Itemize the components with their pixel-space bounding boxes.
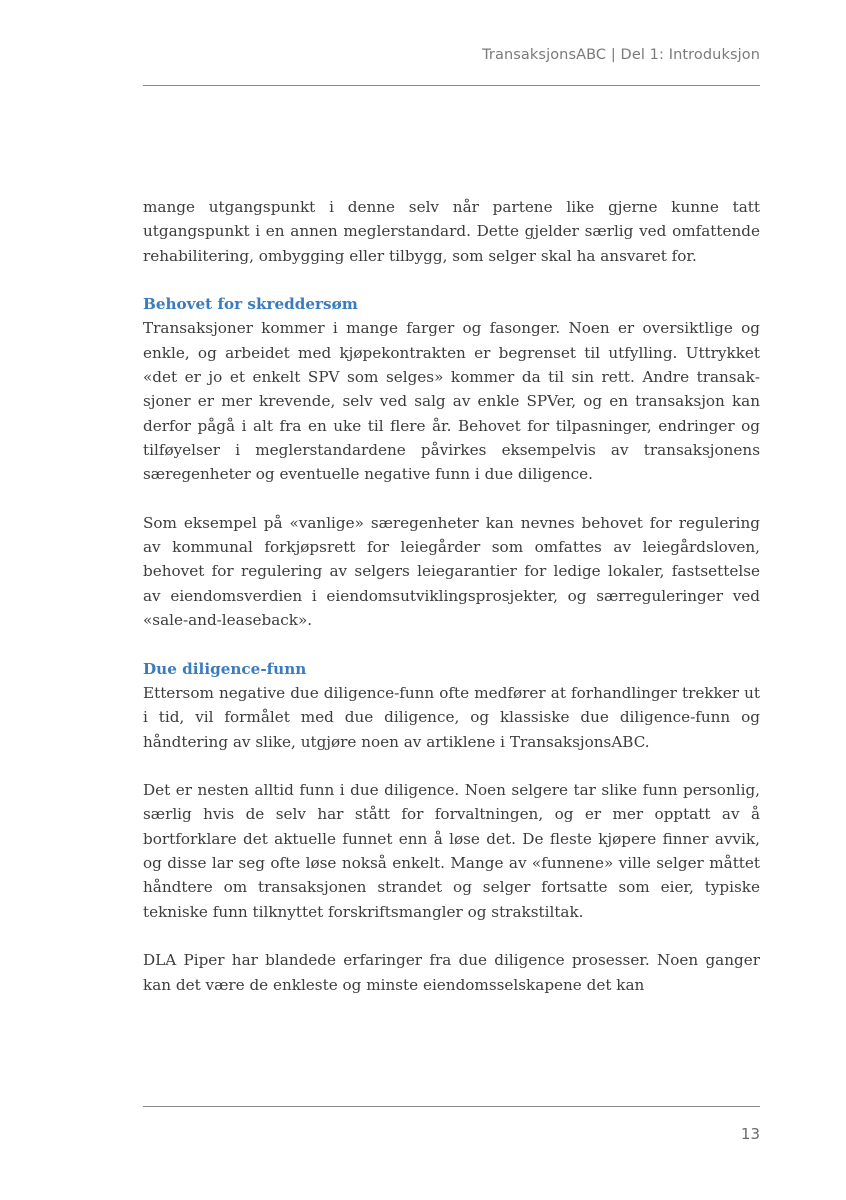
- paragraph: Transaksjoner kommer i mange farger og fasonger. Noen er oversiktlige og enkle, og arbeidet med kjøpekontrakten er begrenset til utfylling. Uttrykket «det er jo et enkelt SPV som selges» kommer da til sin rett. Andre transaksjoner er mer krevende, selv ved salg av enkle SPVer, og en transaksjon kan derfor pågå i alt fra en uke til flere år. Behovet for tilpasninger, endringer og tilføyelser i meglerstandardene påvirkes eksempelvis av transaksjonens særegenheter og eventuelle negative funn i due diligence.: [143, 319, 760, 484]
- paragraph: Det er nesten alltid funn i due diligence. Noen selgere tar slike funn personlig, særlig hvis de selv har stått for forvaltningen, og er mer opptatt av å bortforklare det aktuelle funnet enn å løse det. De fleste kjøpere finner avvik, og disse lar seg ofte løse nokså enkelt. Mange av «funnene» ville selger måttet håndtere om transaksjonen strandet og selger fortsatte som eier, typiske tekniske funn tilknyttet forskriftsmangler og strakstiltak.: [143, 781, 760, 921]
- paragraph: DLA Piper har blandede erfaringer fra due diligence prosesser. Noen ganger kan det være de enkleste og minste eiendomsselskapene det kan: [143, 951, 760, 994]
- paragraph: Som eksempel på «vanlige» særegenheter kan nevnes behovet for regulering av kommunal forkjøpsrett for leiegårder som omfattes av leiegårdsloven, behovet for regulering av selgers leiegarantier for ledige lokaler, fastsettelse av eiendomsverdien i eiendomsutviklingsprosjekter, og særreguleringer ved «sale-and-leaseback».: [143, 513, 760, 630]
- footer-rule: [143, 1106, 760, 1107]
- running-header: TransaksjonsABC | Del 1: Introduksjon: [482, 47, 760, 63]
- paragraph: mange utgangspunkt i denne selv når partene like gjerne kunne tatt utgangspunkt i en annen meglerstandard. Dette gjelder særlig ved omfattende rehabilitering, ombygging eller tilbygg, som selger skal ha ansvaret for.: [143, 198, 760, 265]
- paragraph: Ettersom negative due diligence-funn ofte medfører at forhandlinger trekker ut i tid, vil formålet med due diligence, og klassiske due diligence-funn og håndtering av slike, utgjøre noen av artiklene i TransaksjonsABC.: [143, 683, 760, 751]
- section-heading: Behovet for skreddersøm: [143, 295, 358, 314]
- page-number: 13: [740, 1125, 760, 1143]
- body-text: [143, 195, 760, 997]
- header-rule: [143, 85, 760, 86]
- section-heading: Due diligence-funn: [143, 659, 307, 678]
